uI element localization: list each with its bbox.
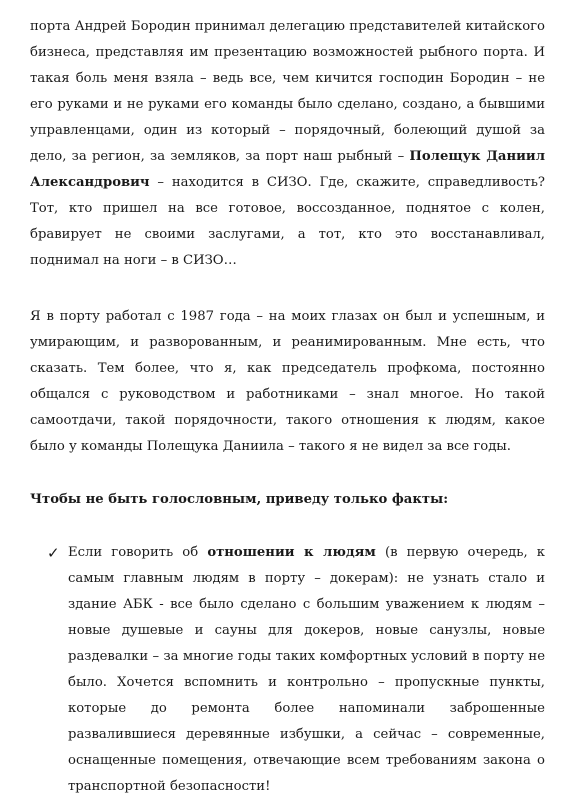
paragraph-3-heading: Чтобы не быть голословным, приведу только факты: (30, 492, 449, 507)
check-mark-icon: ✓ (47, 544, 60, 562)
bullet-bold-phrase: отношении к людям (207, 545, 376, 560)
paragraph-1-text-a: порта Андрей Бородин принимал делегацию представителей китайского бизнеса, представляя им презентацию возможностей рыбного порта. И такая боль меня взяла – ведь все, чем кичится господин Бородин – не его руками и не руками его команды было сделано, создано, а бывшими управленцами, один из который – порядочный, болеющий душой за дело, за регион, за земляков, за порт наш рыбный – (30, 19, 545, 164)
paragraph-1 (30, 14, 545, 274)
bullet-item-1 (68, 540, 545, 800)
paragraph-2: Я в порту работал с 1987 года – на моих глазах он был и успешным, и умирающим, и разворованным, и реанимированным. Мне есть, что сказать. Тем более, что я, как председатель профкома, постоянно общался с руководством и работниками – знал многое. Но такой самоотдачи, такой порядочности, такого отношения к людям, какое было у команды Полещука Даниила – такого я не видел за все годы. (30, 309, 545, 454)
bullet-text-b: (в первую очередь, к самым главным людям в порту – докерам): не узнать стало и здание АБК - все было сделано с большим уважением к людям – новые душевые и сауны для докеров, новые санузлы, новые раздевалки – за многие годы таких комфортных условий в порту не было. Хочется вспомнить и контрольно – пропускные пункты, которые до ремонта более напоминали заброшенные развалившиеся деревянные избушки, а сейчас – современные, оснащенные помещения, отвечающие всем требованиям закона о транспортной безопасности! (68, 545, 545, 794)
paragraph-1-text-b: – находится в СИЗО. Где, скажите, справедливость? Тот, кто пришел на все готовое, воссозданное, поднятое с колен, бравирует не своими заслугами, а тот, кто это восстанавливал, поднимал на ноги – в СИЗО… (30, 175, 545, 268)
paragraph-1-bold-name: Полещук Даниил Александрович (30, 149, 545, 190)
bullet-text-a: Если говорить об (68, 545, 208, 560)
